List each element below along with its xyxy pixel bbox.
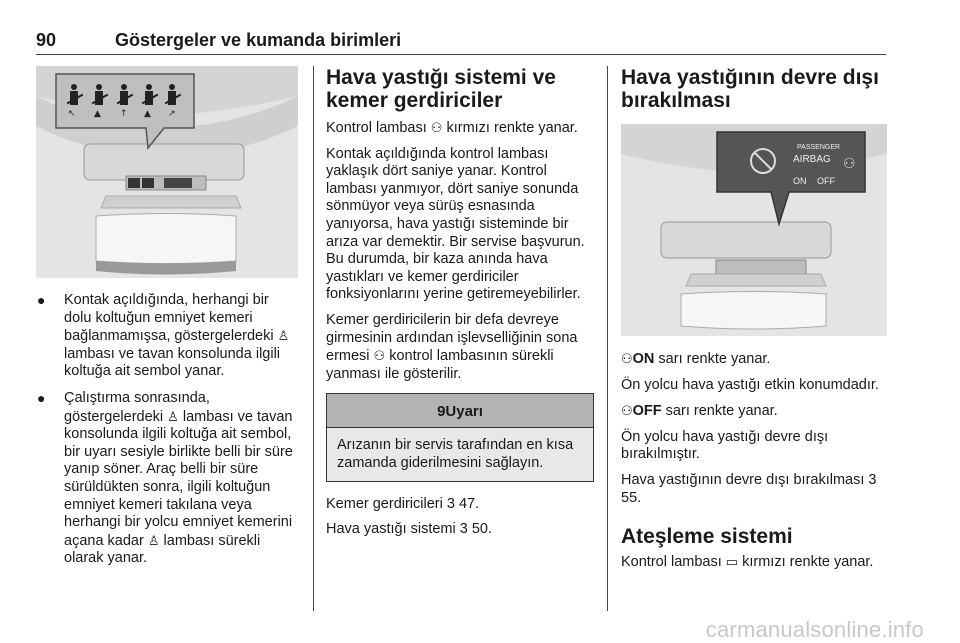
bullet-dot-icon: ● (37, 292, 46, 308)
overhead-console-seatbelt-figure (36, 66, 298, 278)
svg-text:↑: ↑ (120, 109, 128, 119)
section-heading: Ateşleme sistemi (621, 525, 793, 549)
airbag-on-icon: ⚇ (621, 351, 633, 366)
seatbelt-person-icon: ♙ (167, 408, 179, 424)
warning-triangle-icon: 9 (437, 403, 446, 421)
page-ref-arrow-icon: 3 (459, 521, 468, 538)
section-heading: Hava yastığı sistemi ve kemer gerdiriciler (326, 66, 556, 112)
airbag-icon: ⚇ (373, 348, 386, 364)
paragraph: Kontrol lambası ▭ kırmızı renkte yanar. (621, 554, 874, 571)
chapter-title: Göstergeler ve kumanda birimleri (115, 30, 402, 50)
column-divider (607, 66, 608, 611)
bullet-dot-icon: ● (37, 389, 46, 406)
airbag-icon: ⚇ (430, 120, 443, 135)
panel-airbag-label: AIRBAG (793, 154, 831, 165)
warning-text: Arızanın bir servis tarafından en kısa zamanda giderilmesini sağlayın. (327, 428, 593, 480)
paragraph: Kontrol lambası ⚇ kırmızı renkte yanar. (326, 120, 578, 136)
paragraph: Ön yolcu hava yastığı devre dışı bırakılmıştır. (621, 428, 829, 463)
panel-off-label: OFF (817, 176, 835, 186)
passenger-airbag-indicator-figure (621, 124, 887, 336)
panel-on-label: ON (793, 176, 807, 186)
svg-text:⚇: ⚇ (843, 156, 856, 172)
paragraph: ⚇ON sarı renkte yanar. (621, 351, 771, 367)
paragraph: ⚇OFF sarı renkte yanar. (621, 403, 778, 420)
bullet-item: ● Kontak açıldığında, herhangi bir dolu koltuğun emniyet kemeri bağlanmamışsa, göstergelerdeki ♙ lambası ve tavan konsolunda ilgili koltuğa ait sembol yanar. (37, 292, 290, 380)
page-ref-arrow-icon: 3 (446, 495, 455, 512)
page-number: 90 (36, 30, 57, 50)
paragraph: Kontak açıldığında kontrol lambası yaklaşık dört saniye yanar. Kontrol lambası yanmıyor, dört saniye sonunda sönmüyor veya sürüş esnasında yanıyorsa, hava yastığı sisteminde bir arıza var demektir. Bir servise başvurun. Bu durumda, bir kaza anında hava yastıkları ve kemer gerdiriciler fonksiyonlarını yerine getiremeyebilirler. (326, 145, 585, 303)
paragraph: Kemer gerdiricilerin bir defa devreye girmesinin ardından işlevselliğinin sona ermesi ⚇ kontrol lambasının sürekli yanması ile gösterilir. (326, 311, 578, 382)
airbag-off-icon: ⚇ (621, 403, 633, 419)
svg-text:↖: ↖ (68, 109, 76, 119)
watermark: carmanualsonline.info (705, 617, 924, 642)
warning-title: Uyarı (445, 403, 483, 421)
cross-reference: Hava yastığının devre dışı bırakılması 3 55. (621, 471, 877, 506)
column-2 (326, 66, 594, 547)
page-ref-arrow-icon: 3 (868, 471, 877, 488)
bullet-item: ● Çalıştırma sonrasında, göstergelerdeki ♙ lambası ve tavan konsolunda ilgili koltuğa ait sembol, bir uyarı sesiyle birlikte belli bir süre yanıp söner. Araç belli bir süre sürüldükten sonra, ilgili koltuğun emniyet kemeri takılana veya herhangi bir yolcu emniyet kemerini açana kadar ♙ lambası sürekli olarak yanar. (37, 389, 293, 567)
page-header (36, 30, 886, 55)
warning-box (326, 393, 594, 481)
svg-text:↗: ↗ (168, 109, 176, 119)
column-divider (313, 66, 314, 611)
cross-reference: Kemer gerdiricileri 3 47. (326, 495, 480, 512)
warning-header (327, 394, 593, 428)
svg-text:▲: ▲ (94, 109, 101, 119)
column-1 (36, 66, 298, 577)
seatbelt-person-icon: ♙ (147, 532, 160, 548)
cross-reference: Hava yastığı sistemi 3 50. (326, 521, 493, 538)
panel-passenger-label: PASSENGER (797, 144, 841, 151)
seatbelt-person-icon: ♙ (277, 328, 290, 344)
section-heading: Hava yastığının devre dışı bırakılması (621, 66, 879, 112)
ignition-battery-icon: ▭ (725, 554, 739, 570)
column-3 (621, 66, 887, 580)
paragraph: Ön yolcu hava yastığı etkin konumdadır. (621, 376, 879, 393)
svg-text:▲: ▲ (144, 109, 151, 119)
